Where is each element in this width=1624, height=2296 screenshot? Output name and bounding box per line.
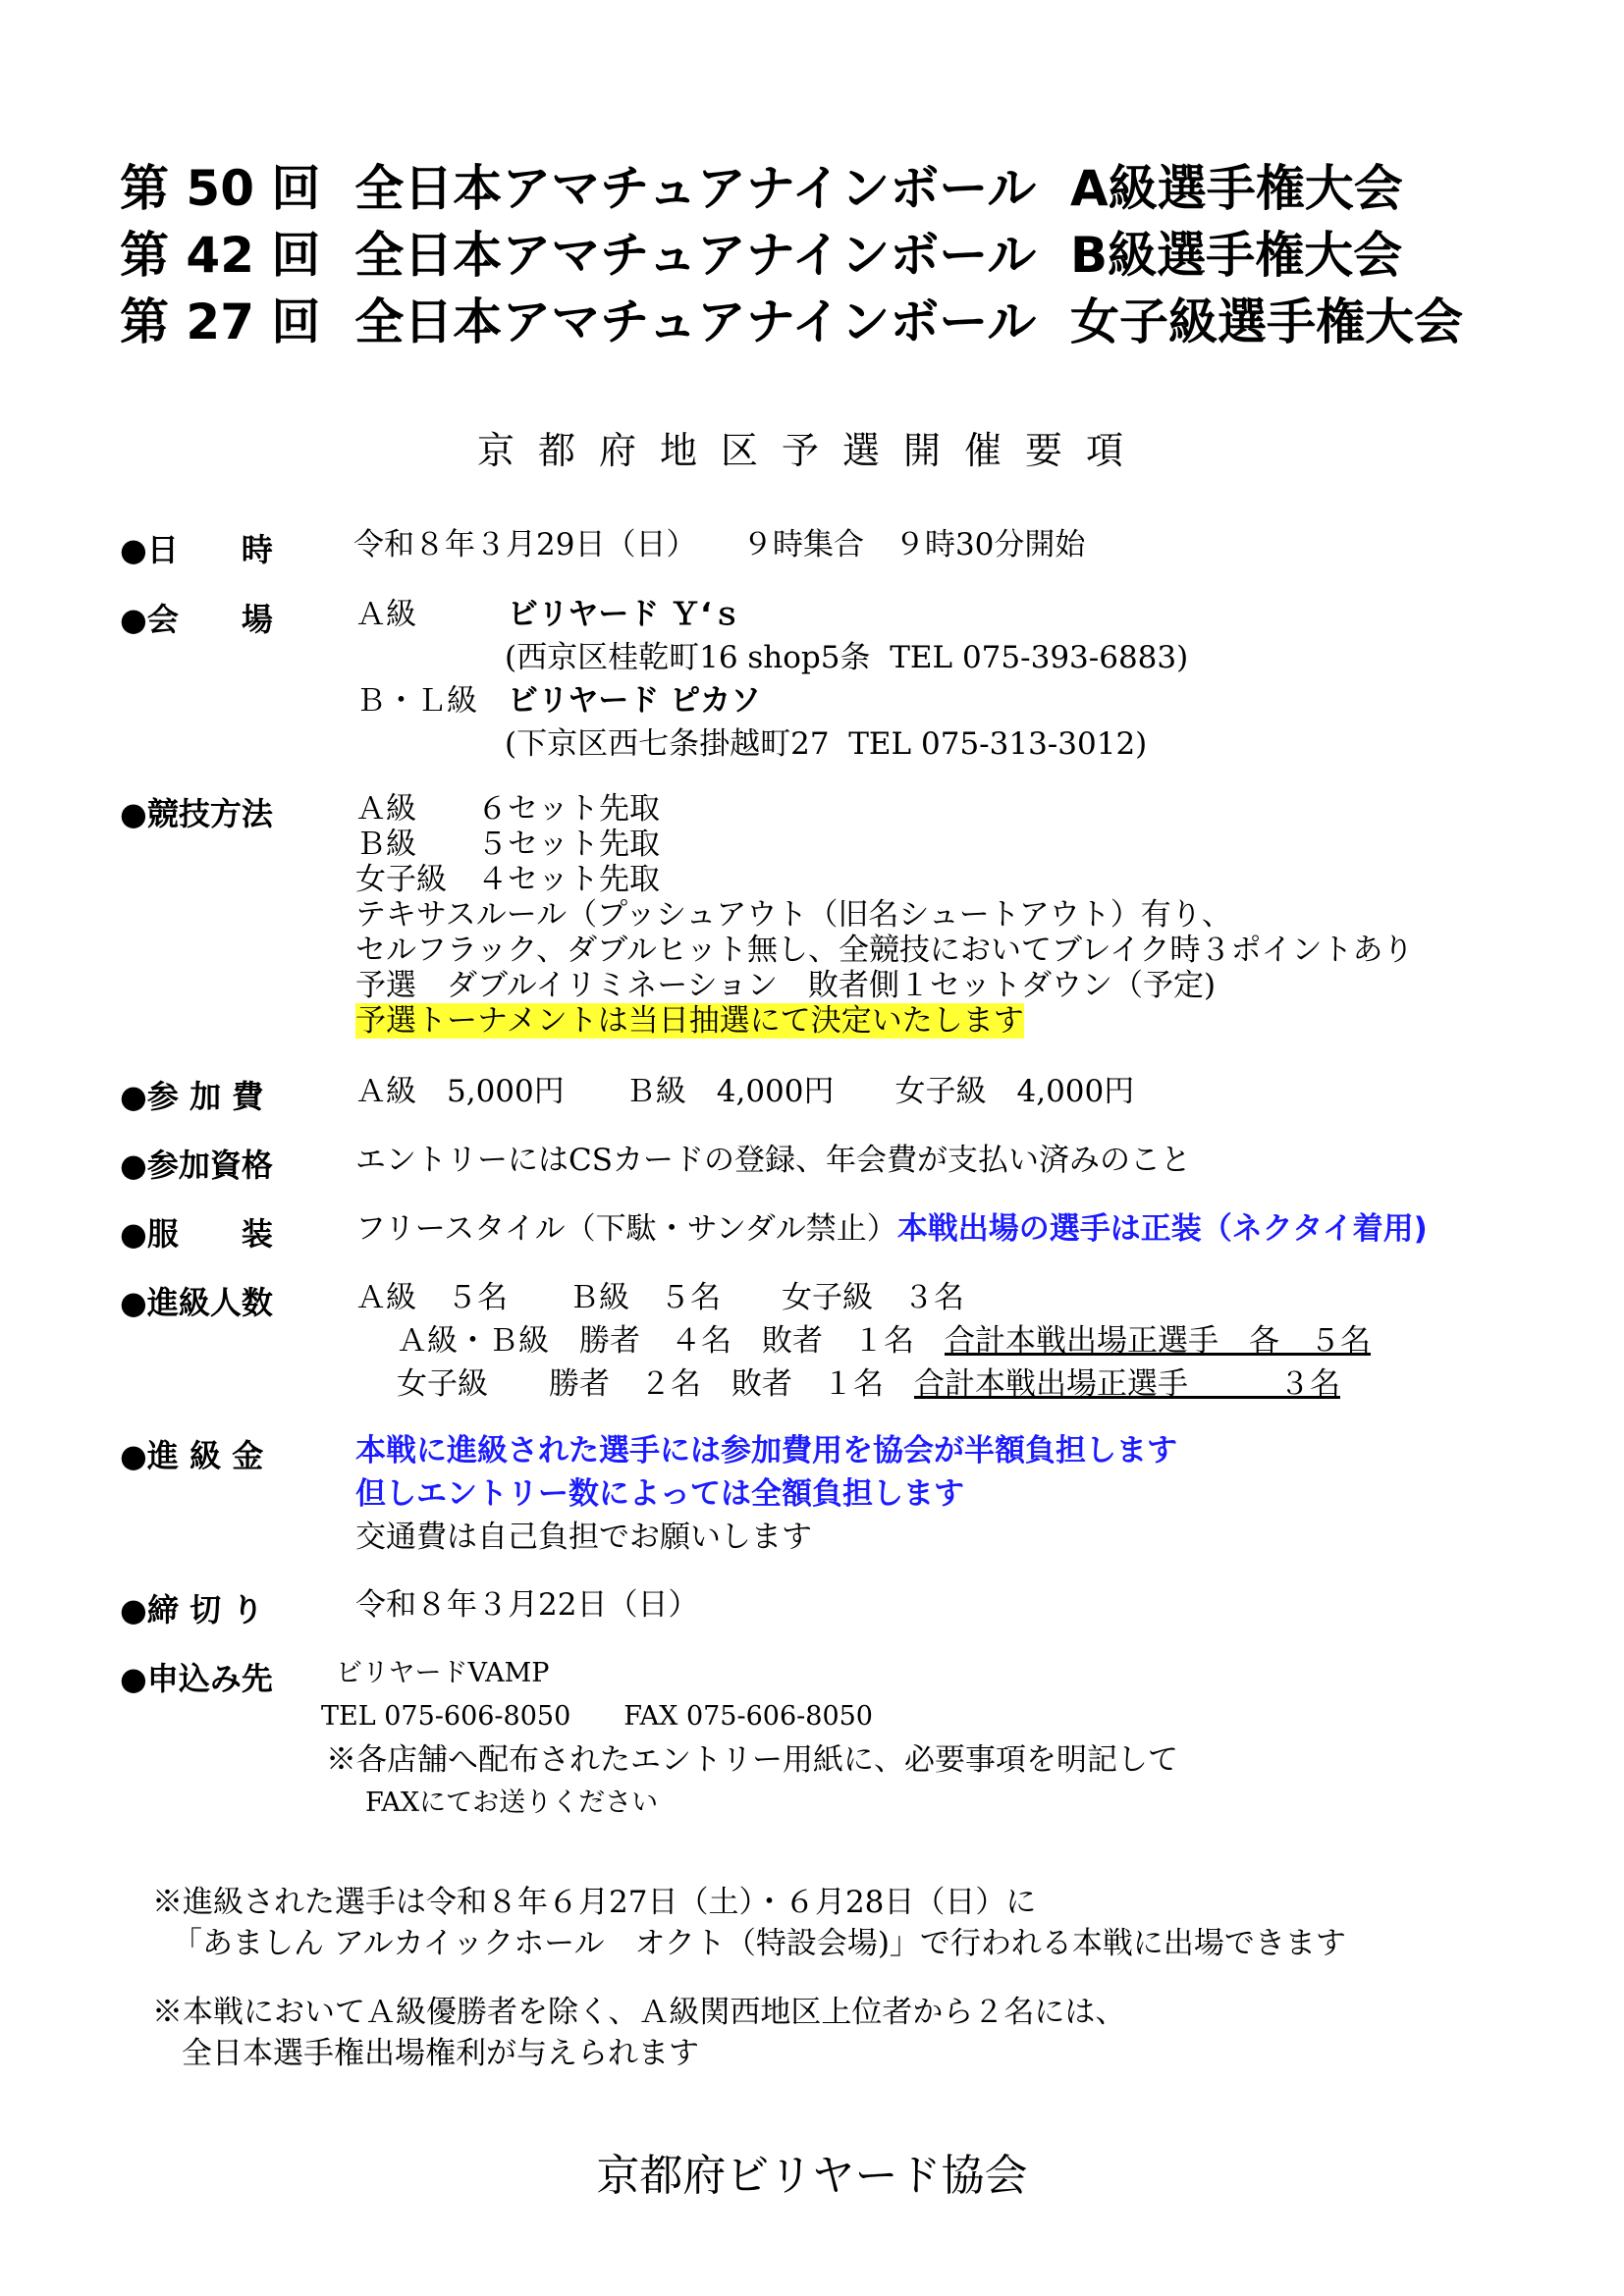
- advance-line3-text: 女子級 勝者 ２名 敗者 １名: [397, 1366, 914, 1402]
- venue-bl-class: Ｂ・Ｌ級: [355, 683, 477, 719]
- document-subtitle: 京都府地区予選開催要項: [476, 429, 1147, 472]
- note-line: 全日本選手権出場権利が与えられます: [182, 2036, 699, 2071]
- eligibility-value: エントリーにはCSカードの登録、年会費が支払い済みのこと: [355, 1143, 1191, 1178]
- title-block: [120, 155, 1463, 355]
- prize-blue-line2: 但しエントリー数によっては全額負担します: [355, 1476, 964, 1512]
- format-line: Ｂ級 ５セット先取: [355, 827, 660, 862]
- note-line: ※本戦においてＡ級優勝者を除く、Ａ級関西地区上位者から２名には、: [152, 1995, 1126, 2030]
- organizer-footer: 京都府ビリヤード協会: [596, 2151, 1028, 2201]
- format-line: テキサスルール（プッシュアウト（旧名シュートアウト）有り、: [355, 897, 1232, 933]
- fee-label: ●参 加 費: [120, 1078, 264, 1115]
- eligibility-label: ●参加資格: [120, 1147, 273, 1184]
- advance-line1: Ａ級 ５名 Ｂ級 ５名 女子級 ３名: [355, 1280, 964, 1315]
- format-line: セルフラック、ダブルヒット無し、全競技においてブレイク時３ポイントあり: [355, 933, 1414, 968]
- advance-line3-total: 合計本戦出場正選手 ３名: [914, 1366, 1340, 1402]
- apply-tel-fax: TEL 075-606-8050 FAX 075-606-8050: [321, 1701, 873, 1732]
- apply-label: ●申込み先: [120, 1660, 273, 1697]
- deadline-value: 令和８年３月22日（日）: [355, 1587, 699, 1623]
- dress-formal-note: 本戦出場の選手は正装（ネクタイ着用): [896, 1211, 1428, 1247]
- dress-value: [355, 1211, 1428, 1247]
- apply-note-line1: ※各店舗へ配布されたエントリー用紙に、必要事項を明記して: [326, 1742, 1178, 1778]
- apply-name: ビリヤードVAMP: [336, 1658, 550, 1688]
- datetime-label: ●日 時: [120, 531, 273, 568]
- dress-text: フリースタイル（下駄・サンダル禁止）: [355, 1211, 897, 1247]
- advance-line3: [397, 1366, 1340, 1402]
- format-highlight-note: 予選トーナメントは当日抽選にて決定いたします: [355, 1003, 1024, 1039]
- advance-label: ●進級人数: [120, 1284, 273, 1321]
- title-line-women: 第 27 回 全日本アマチュアナインボール 女子級選手権大会: [120, 294, 1464, 350]
- note-line: ※進級された選手は令和８年６月27日（土）・６月28日（日）に: [152, 1885, 1037, 1920]
- dress-label: ●服 装: [120, 1215, 273, 1253]
- venue-a-class: Ａ級: [355, 597, 416, 632]
- format-label: ●競技方法: [120, 795, 273, 832]
- advance-line2: [397, 1323, 1371, 1359]
- advance-line2-text: Ａ級・Ｂ級 勝者 ４名 敗者 １名: [397, 1323, 945, 1359]
- prize-blue-line1: 本戦に進級された選手には参加費用を協会が半額負担します: [355, 1433, 1177, 1468]
- prize-label: ●進 級 金: [120, 1437, 264, 1474]
- deadline-label: ●締 切 り: [120, 1591, 264, 1629]
- note-line: 「あましん アルカイックホール オクト（特設会場)」で行われる本戦に出場できます: [172, 1926, 1346, 1961]
- venue-bl-name: ビリヤード ピカソ: [508, 683, 762, 719]
- format-line: Ａ級 ６セット先取: [355, 791, 660, 827]
- format-line: 女子級 ４セット先取: [355, 862, 660, 897]
- title-line-a: 第 50 回 全日本アマチュアナインボール A級選手権大会: [120, 160, 1403, 217]
- fee-value: Ａ級 5,000円 Ｂ級 4,000円 女子級 4,000円: [355, 1074, 1135, 1109]
- venue-a-address: (西京区桂乾町16 shop5条 TEL 075-393-6883): [505, 640, 1189, 675]
- venue-label: ●会 場: [120, 601, 273, 638]
- venue-bl-address: (下京区西七条掛越町27 TEL 075-313-3012): [505, 726, 1148, 762]
- format-line: 予選 ダブルイリミネーション 敗者側１セットダウン（予定): [355, 968, 1217, 1003]
- advance-line2-total: 合計本戦出場正選手 各 ５名: [945, 1323, 1371, 1359]
- title-line-b: 第 42 回 全日本アマチュアナインボール B級選手権大会: [120, 227, 1403, 284]
- datetime-value: 令和８年３月29日（日） ９時集合 ９時30分開始: [353, 527, 1086, 562]
- apply-note-line2: FAXにてお送りください: [365, 1788, 659, 1818]
- venue-a-name: ビリヤード Ｙ‘ｓ: [508, 597, 742, 632]
- prize-normal-line: 交通費は自己負担でお願いします: [355, 1520, 812, 1555]
